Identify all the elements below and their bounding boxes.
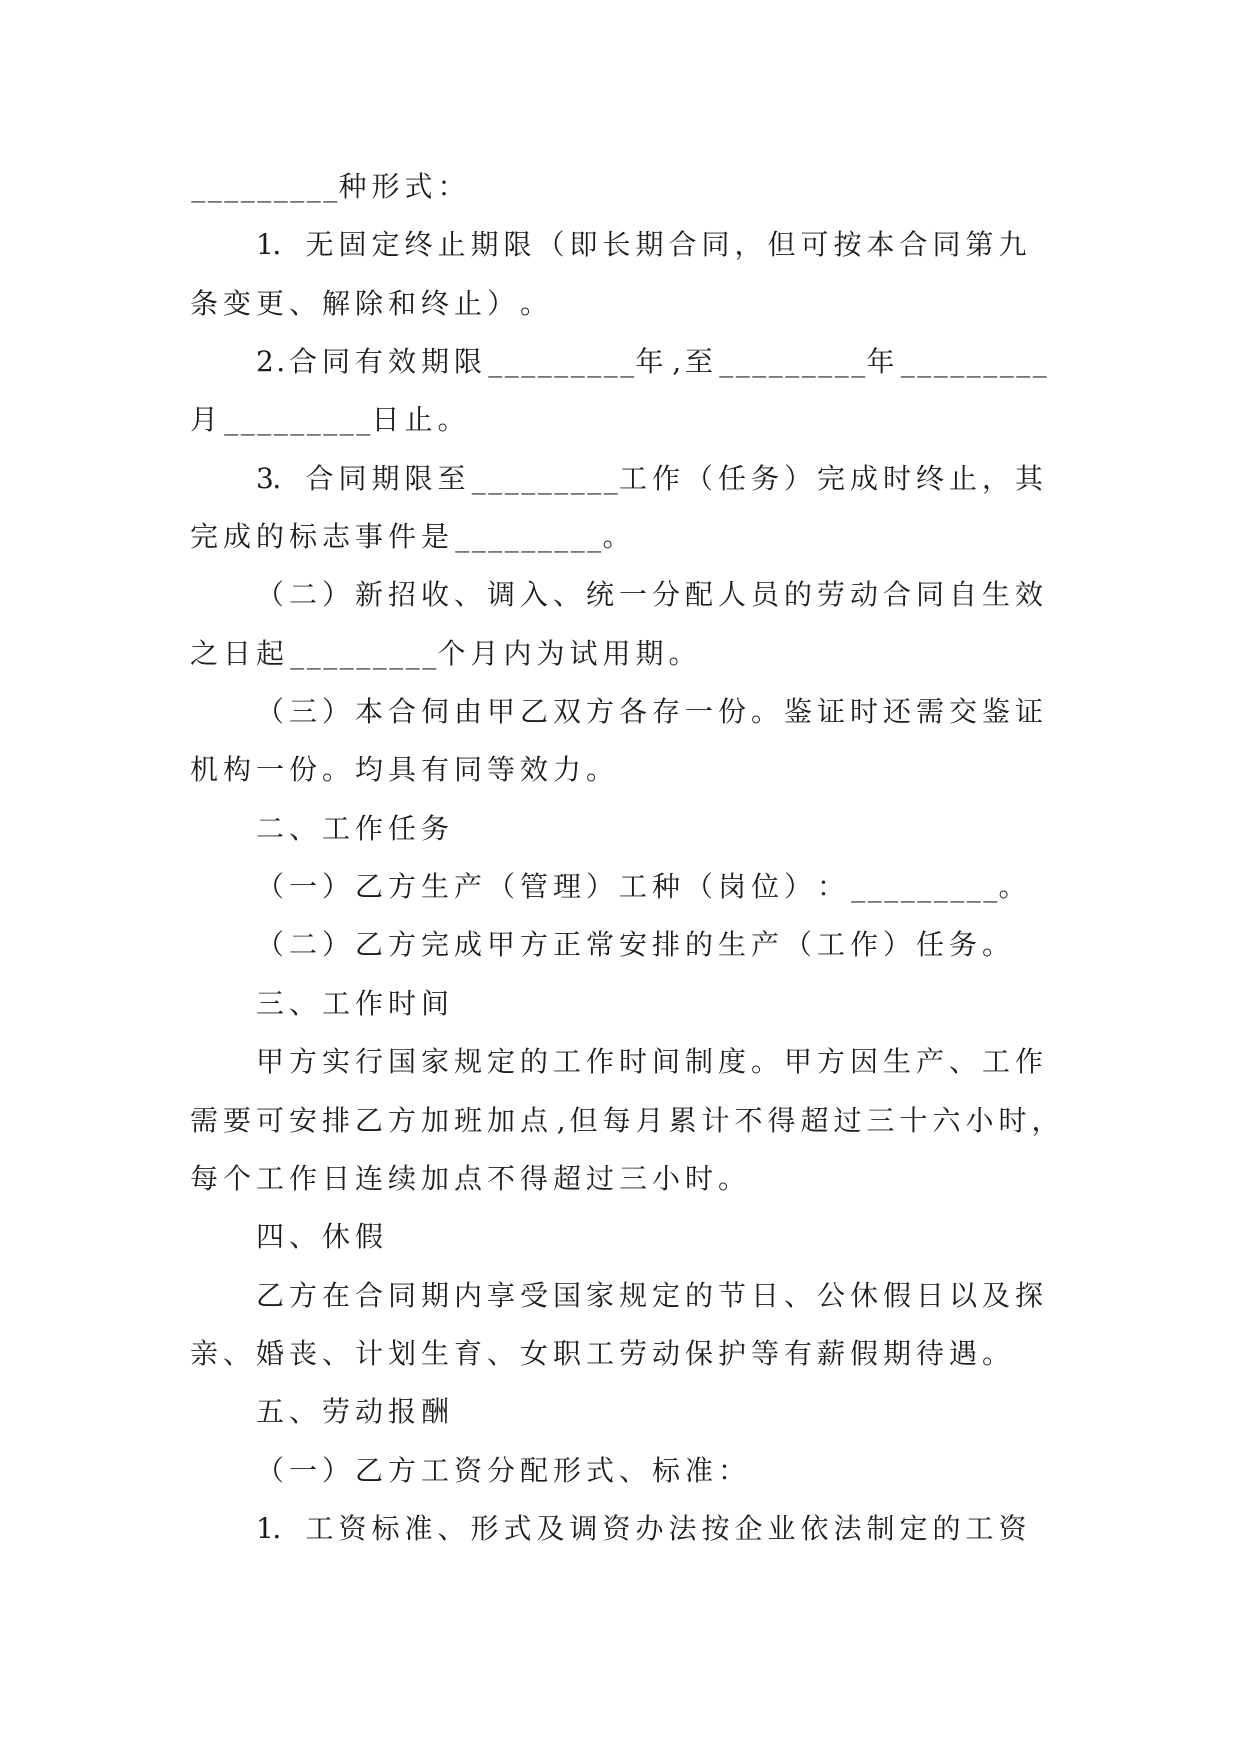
paragraph-line: 乙 方 在 合 同 期 内 享 受 国 家 规 定 的 节 日 、 公 休 假 日 以 及 探 bbox=[256, 1278, 1044, 1312]
fill-in-blank: _________ bbox=[900, 345, 1047, 379]
paragraph-line: 每 个 工 作 日 连 续 加 点 不 得 超 过 三 小 时 。 bbox=[190, 1161, 747, 1195]
paragraph-line: （ 三 ） 本 合 伺 由 甲 乙 双 方 各 存 一 份 。 鉴 证 时 还 需 交 鉴 证 bbox=[256, 695, 1044, 729]
fill-in-blank: _________ bbox=[191, 170, 338, 203]
fill-in-blank: _________ bbox=[224, 403, 371, 437]
section-heading: 四 、 休 假 bbox=[256, 1220, 384, 1254]
paragraph-line: 亲 、 婚 丧 、 计 划 生 育 、 女 职 工 劳 动 保 护 等 有 薪 假 期 待 遇 。 bbox=[190, 1336, 1011, 1370]
fill-in-blank: _________ bbox=[290, 636, 437, 670]
paragraph-line: 3． 合 同 期 限 至 _________工 作 （ 任 务 ） 完 成 时 终 止 ， 其 bbox=[190, 450, 1090, 508]
paragraph-line: （ 二 ） 新 招 收 、 调 入 、 统 一 分 配 人 员 的 劳 动 合 同 自 生 效 bbox=[256, 578, 1044, 612]
paragraph-line: （ 二 ） 乙 方 完 成 甲 方 正 常 安 排 的 生 产 （ 工 作 ） 任 务 。 bbox=[256, 928, 1011, 962]
fill-in-blank: _________ bbox=[455, 520, 602, 554]
section-heading: 五 、 劳 动 报 酬 bbox=[256, 1395, 450, 1429]
fill-in-blank: _________ bbox=[851, 870, 998, 904]
paragraph-line: 月 _________日 止 。 bbox=[190, 391, 1090, 449]
paragraph-line: （ 一 ） 乙 方 工 资 分 配 形 式 、 标 准 ： bbox=[256, 1453, 747, 1487]
fill-in-blank: _________ bbox=[471, 461, 618, 495]
paragraph-line: 条 变 更 、 解 除 和 终 止 ） 。 bbox=[190, 286, 549, 320]
fill-in-blank: _________ bbox=[488, 345, 635, 379]
section-heading: 二 、 工 作 任 务 bbox=[256, 811, 450, 845]
paragraph-line: 之 日 起 _________个 月 内 为 试 用 期 。 bbox=[190, 625, 1090, 683]
paragraph-line: 2. 合 同 有 效 期 限 _________年 , 至 _________年 _________ bbox=[190, 333, 1090, 391]
paragraph-line: 需 要 可 安 排 乙 方 加 班 加 点 , 但 每 月 累 计 不 得 超 过 三 十 六 小 时 ， bbox=[190, 1103, 1060, 1137]
paragraph-line: （ 一 ） 乙 方 生 产 （ 管 理 ） 工 种 （ 岗 位 ） ： _________。 bbox=[190, 858, 1090, 916]
paragraph-line: _________种 形 式 ： bbox=[190, 158, 1090, 216]
contract-body-text bbox=[190, 158, 1090, 1558]
paragraph-line: 1． 工 资 标 准 、 形 式 及 调 资 办 法 按 企 业 依 法 制 定 的 工 资 bbox=[256, 1511, 1027, 1545]
section-heading: 三 、 工 作 时 间 bbox=[256, 986, 450, 1020]
paragraph-line: 1． 无 固 定 终 止 期 限 （ 即 长 期 合 同 ， 但 可 按 本 合 同 第 九 bbox=[256, 228, 1027, 262]
paragraph-line: 甲 方 实 行 国 家 规 定 的 工 作 时 间 制 度 。 甲 方 因 生 产 、 工 作 bbox=[256, 1045, 1044, 1079]
fill-in-blank: _________ bbox=[719, 345, 866, 379]
paragraph-line: 机 构 一 份 。 均 具 有 同 等 效 力 。 bbox=[190, 753, 615, 787]
paragraph-line: 完 成 的 标 志 事 件 是 _________。 bbox=[190, 508, 1090, 566]
